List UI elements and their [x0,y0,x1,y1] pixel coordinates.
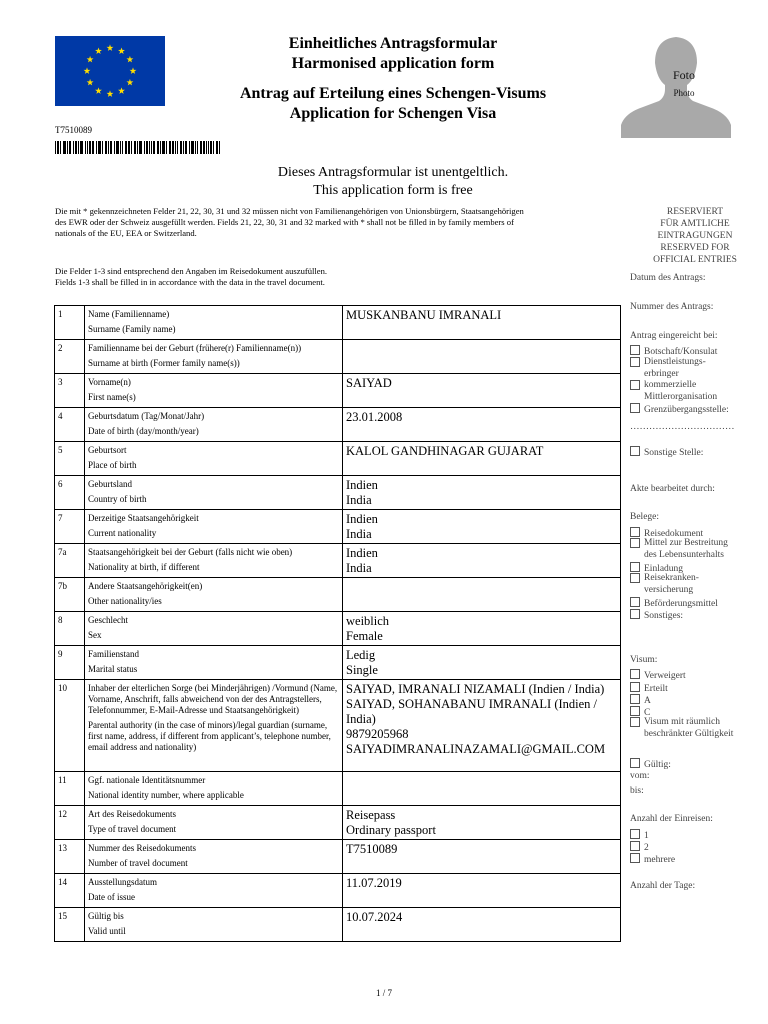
field-value[interactable]: Indien India [343,544,621,578]
field-number: 7a [55,544,85,578]
field-value[interactable]: MUSKANBANU IMRANALI [343,306,621,340]
field-label [85,544,343,578]
form-row [55,510,621,544]
form-subtitle [170,84,616,124]
form-title [170,34,616,74]
sidebar-anzahl-tage: Anzahl der Tage: [630,881,696,891]
form-row [55,840,621,874]
field-label-de: Staatsangehörigkeit bei der Geburt (falls nicht wie oben) [88,547,293,557]
sidebar-option-verweigert[interactable]: Verweigert [630,669,765,683]
form-row [55,772,621,806]
field-value[interactable] [343,578,621,612]
field-label-de: Gültig bis [88,911,124,921]
field-label [85,340,343,374]
field-label [85,578,343,612]
field-label [85,408,343,442]
field-label [85,612,343,646]
field-number: 15 [55,908,85,942]
sidebar-vom: vom: [630,771,650,781]
form-row [55,612,621,646]
checkbox-icon[interactable] [630,669,640,679]
field-number: 7 [55,510,85,544]
form-row [55,578,621,612]
form-row [55,544,621,578]
field-label-en: Other nationality/ies [88,596,162,606]
field-number: 7b [55,578,85,612]
field-label-en: Date of issue [88,892,135,902]
field-label-en: Surname at birth (Former family name(s)) [88,358,240,368]
field-label-de: Name (Familienname) [88,309,170,319]
checkbox-icon[interactable] [630,706,640,716]
document-number: T7510089 [55,125,92,135]
checkbox-icon[interactable] [630,403,640,413]
free-notice-en: This application form is free [313,183,473,198]
sidebar-anzahl-einreisen: Anzahl der Einreisen: [630,814,713,824]
field-value[interactable]: Reisepass Ordinary passport [343,806,621,840]
checkbox-icon[interactable] [630,357,640,367]
sidebar-visum: Visum: [630,655,658,665]
field-value[interactable]: Indien India [343,510,621,544]
field-label [85,680,343,772]
field-label-en: Marital status [88,664,138,674]
checkbox-icon[interactable] [630,841,640,851]
field-label [85,806,343,840]
field-number: 1 [55,306,85,340]
field-label [85,374,343,408]
checkbox-icon[interactable] [630,562,640,572]
field-label-de: Ausstellungsdatum [88,877,157,887]
field-label-de: Geburtsland [88,479,132,489]
field-label-en: First name(s) [88,392,136,402]
sidebar-option-dienst[interactable]: Dienstleistungs- erbringer [630,357,765,380]
eu-flag-logo [55,36,165,106]
field-value[interactable]: KALOL GANDHINAGAR GUJARAT [343,442,621,476]
field-number: 5 [55,442,85,476]
field-number: 10 [55,680,85,772]
field-label-de: Ggf. nationale Identitätsnummer [88,775,206,785]
sidebar-option-kommerz[interactable]: kommerzielle Mittlerorganisation [630,380,765,403]
sidebar-option-reisedok[interactable]: Reisedokument [630,527,765,541]
sidebar-option-befoerderung[interactable]: Beförderungsmittel [630,597,765,611]
form-row [55,908,621,942]
field-value[interactable]: weiblich Female [343,612,621,646]
checkbox-icon[interactable] [630,717,640,727]
field-value[interactable]: 10.07.2024 [343,908,621,942]
sidebar-option-botschaft[interactable]: Botschaft/Konsulat [630,345,765,359]
checkbox-icon[interactable] [630,829,640,839]
form-row [55,306,621,340]
field-label-en: Valid until [88,926,126,936]
field-label-de: Nummer des Reisedokuments [88,843,196,853]
fields-note: Die mit * gekennzeichneten Felder 21, 22, 30, 31 und 32 müssen nicht von Familienangehörigen von Unionsbürgern, Staatsangehörigen des EWR oder der Schweiz ausgefüllt werden. Fields 21, 22, 30, 31 and 32 marked with * shall not be filled in by family members of nationals of the EU, EEA or Switzerland. [55,206,524,238]
title-de: Einheitliches Antragsformular [288,35,498,52]
reserved-en: RESERVED FOR OFFICIAL ENTRIES [653,243,737,265]
field-value[interactable] [343,772,621,806]
field-number: 3 [55,374,85,408]
field-label-de: Geschlecht [88,615,128,625]
field-label-de: Inhaber der elterlichen Sorge (bei Minderjährigen) /Vormund (Name, Vorname, Anschrift, falls abweichend von der des Antragstellers, Telefonnummer, E-Mail-Adresse und Staatsangehörigkeit) [88,683,338,715]
sidebar-eingereicht: Antrag eingereicht bei: [630,331,718,341]
field-value[interactable]: T7510089 [343,840,621,874]
page-number: 1 / 7 [375,988,392,998]
field-label [85,510,343,544]
field-label [85,908,343,942]
field-label [85,772,343,806]
checkbox-icon[interactable] [630,853,640,863]
sidebar-option-reisekranken[interactable]: Reisekranken- versicherung [630,573,765,596]
form-row [55,646,621,680]
field-label [85,646,343,680]
field-label-en: Country of birth [88,494,147,504]
sidebar-option-gueltig[interactable]: Gültig: [630,758,765,772]
checkbox-icon[interactable] [630,682,640,692]
checkbox-icon[interactable] [630,380,640,390]
field-label-de: Familienstand [88,649,139,659]
barcode [55,141,223,154]
field-value[interactable]: SAIYAD, IMRANALI NIZAMALI (Indien / India) SAIYAD, SOHANABANU IMRANALI (Indien / India) 9879205968 SAIYADIMRANALINAZAMALI@GMAIL.COM [343,680,621,772]
field-value[interactable]: 11.07.2019 [343,874,621,908]
field-value[interactable]: Ledig Single [343,646,621,680]
sidebar-option-grenz[interactable]: Grenzübergangsstelle: [630,403,765,417]
field-number: 11 [55,772,85,806]
form-row [55,442,621,476]
field-label [85,306,343,340]
photo-placeholder [621,33,731,138]
field-label-en: Surname (Family name) [88,324,176,334]
field-label [85,840,343,874]
field-value[interactable]: 23.01.2008 [343,408,621,442]
field-label [85,442,343,476]
checkbox-icon[interactable] [630,573,640,583]
field-number: 6 [55,476,85,510]
field-label-de: Familienname bei der Geburt (frühere(r) Familienname(n)) [88,343,302,353]
sidebar-option-sonstiges[interactable]: Sonstiges: [630,609,765,623]
photo-label-de: Foto [672,68,695,82]
checkbox-icon[interactable] [630,527,640,537]
field-number: 4 [55,408,85,442]
field-label-en: Current nationality [88,528,157,538]
field-label-de: Derzeitige Staatsangehörigkeit [88,513,199,523]
form-row [55,806,621,840]
field-label-en: Parental authority (in the case of minors)/legal guardian (surname, first name, address, if different from applicant’s, telephone number, email address and nationality) [88,720,331,752]
field-label-en: Date of birth (day/month/year) [88,426,199,436]
sidebar-option-e2[interactable]: 2 [630,841,765,855]
form-row [55,874,621,908]
sidebar-option-c[interactable]: C [630,706,765,720]
field-label-de: Andere Staatsangehörigkeit(en) [88,581,203,591]
travel-doc-note-en: Fields 1-3 shall be filled in in accordance with the data in the travel document. [55,277,325,287]
sidebar-datum: Datum des Antrags: [630,273,706,283]
field-label-en: Nationality at birth, if different [88,562,200,572]
checkbox-icon[interactable] [630,538,640,548]
title-en: Harmonised application form [291,55,495,72]
form-row [55,374,621,408]
sidebar-option-einladung[interactable]: Einladung [630,562,765,576]
photo-label-en: Photo [673,88,695,98]
sidebar-belege: Belege: [630,512,660,522]
checkbox-icon[interactable] [630,446,640,456]
field-label-en: National identity number, where applicable [88,790,244,800]
sidebar-bis: bis: [630,786,644,796]
travel-doc-note-de: Die Felder 1-3 sind entsprechend den Angaben im Reisedokument auszufüllen. [55,266,328,276]
sidebar-option-erteilt[interactable]: Erteilt [630,682,765,696]
field-value[interactable] [343,340,621,374]
field-label [85,476,343,510]
sidebar-option-mehrere[interactable]: mehrere [630,853,765,867]
sidebar-option-sonstige-stelle[interactable]: Sonstige Stelle: [630,446,765,460]
field-number: 13 [55,840,85,874]
field-label-en: Number of travel document [88,858,188,868]
subtitle-en: Application for Schengen Visa [289,105,497,122]
subtitle-de: Antrag auf Erteilung eines Schengen-Visums [239,85,547,102]
field-label-de: Geburtsort [88,445,127,455]
sidebar-option-mittel[interactable]: Mittel zur Bestreitung des Lebensunterhalts [630,538,765,561]
free-notice-de: Dieses Antragsformular ist unentgeltlich. [277,165,509,180]
field-label-en: Sex [88,630,102,640]
checkbox-icon[interactable] [630,694,640,704]
reserved-de: RESERVIERT FÜR AMTLICHE EINTRAGUNGEN [657,207,733,241]
field-label-de: Vorname(n) [88,377,131,387]
field-number: 2 [55,340,85,374]
field-label-en: Type of travel document [88,824,177,834]
field-label-en: Place of birth [88,460,137,470]
field-label-de: Art des Reisedokuments [88,809,176,819]
sidebar-option-e1[interactable]: 1 [630,829,765,843]
field-label-de: Geburtsdatum (Tag/Monat/Jahr) [88,411,205,421]
field-number: 9 [55,646,85,680]
sidebar-option-raeumlich[interactable]: Visum mit räumlich beschränkter Gültigkeit [630,717,765,740]
checkbox-icon[interactable] [630,758,640,768]
form-row [55,680,621,772]
sidebar-option-a[interactable]: A [630,694,765,708]
field-number: 8 [55,612,85,646]
form-row [55,408,621,442]
field-value[interactable]: Indien India [343,476,621,510]
checkbox-icon[interactable] [630,345,640,355]
form-row [55,340,621,374]
sidebar-nummer: Nummer des Antrags: [630,302,714,312]
sidebar-dots: …………………………… [630,422,735,432]
field-label [85,874,343,908]
checkbox-icon[interactable] [630,597,640,607]
field-number: 12 [55,806,85,840]
sidebar-akte: Akte bearbeitet durch: [630,484,715,494]
field-value[interactable]: SAIYAD [343,374,621,408]
form-row [55,476,621,510]
field-number: 14 [55,874,85,908]
checkbox-icon[interactable] [630,609,640,619]
application-fields-table [54,305,621,942]
